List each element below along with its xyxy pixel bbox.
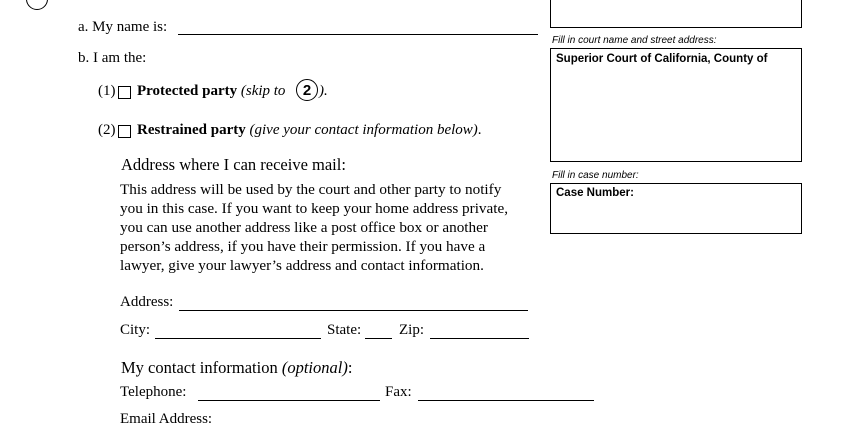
protected-party-checkbox[interactable] <box>118 86 131 99</box>
city-field[interactable] <box>155 338 321 339</box>
mail-paragraph-line: lawyer, give your lawyer’s address and contact information. <box>120 257 484 274</box>
case-number-label: Case Number: <box>556 187 634 199</box>
telephone-field[interactable] <box>198 400 380 401</box>
telephone-label: Telephone: <box>120 384 187 400</box>
state-label: State: <box>327 322 362 338</box>
address-field[interactable] <box>179 310 528 311</box>
court-name-box[interactable] <box>550 48 802 162</box>
skip-target-circle: 2 <box>296 79 318 101</box>
section-number-circle <box>26 0 48 10</box>
name-label: a. My name is: <box>78 19 168 35</box>
contact-note: (give your contact information below) <box>249 122 478 138</box>
court-name-label: Superior Court of California, County of <box>556 53 768 65</box>
option2-period: . <box>477 122 482 138</box>
fax-label: Fax: <box>385 384 412 400</box>
optional-note: (optional) <box>281 358 348 377</box>
name-field[interactable] <box>178 34 538 35</box>
restrained-party-label: Restrained party <box>137 122 246 138</box>
option1-text <box>137 83 285 100</box>
contact-heading-text: My contact information <box>121 358 278 377</box>
mail-paragraph-line: person’s address, if you have their permission. If you have a <box>120 238 486 255</box>
option1-number: (1) <box>98 83 116 99</box>
mail-paragraph <box>120 180 540 275</box>
restrained-party-checkbox[interactable] <box>118 125 131 138</box>
clerk-stamp-box <box>550 0 802 28</box>
option1-close: ). <box>319 83 328 99</box>
court-hint: Fill in court name and street address: <box>552 35 717 46</box>
contact-heading <box>121 358 352 377</box>
state-field[interactable] <box>365 338 392 339</box>
mail-heading: Address where I can receive mail: <box>121 155 346 174</box>
address-label: Address: <box>120 294 174 310</box>
fax-field[interactable] <box>418 400 594 401</box>
case-number-box[interactable] <box>550 183 802 234</box>
mail-paragraph-line: you in this case. If you want to keep your home address private, <box>120 200 509 217</box>
zip-field[interactable] <box>430 338 529 339</box>
role-label: b. I am the: <box>78 50 147 66</box>
skip-note: (skip to <box>240 83 286 99</box>
email-label: Email Address: <box>120 411 213 427</box>
mail-paragraph-line: This address will be used by the court and other party to notify <box>120 181 502 198</box>
contact-heading-colon: : <box>347 358 353 377</box>
option2-text <box>137 122 482 139</box>
city-label: City: <box>120 322 151 338</box>
protected-party-label: Protected party <box>137 83 238 99</box>
mail-paragraph-line: you can use another address like a post office box or another <box>120 219 488 236</box>
case-hint: Fill in case number: <box>552 170 639 181</box>
option2-number: (2) <box>98 122 116 138</box>
zip-label: Zip: <box>399 322 424 338</box>
